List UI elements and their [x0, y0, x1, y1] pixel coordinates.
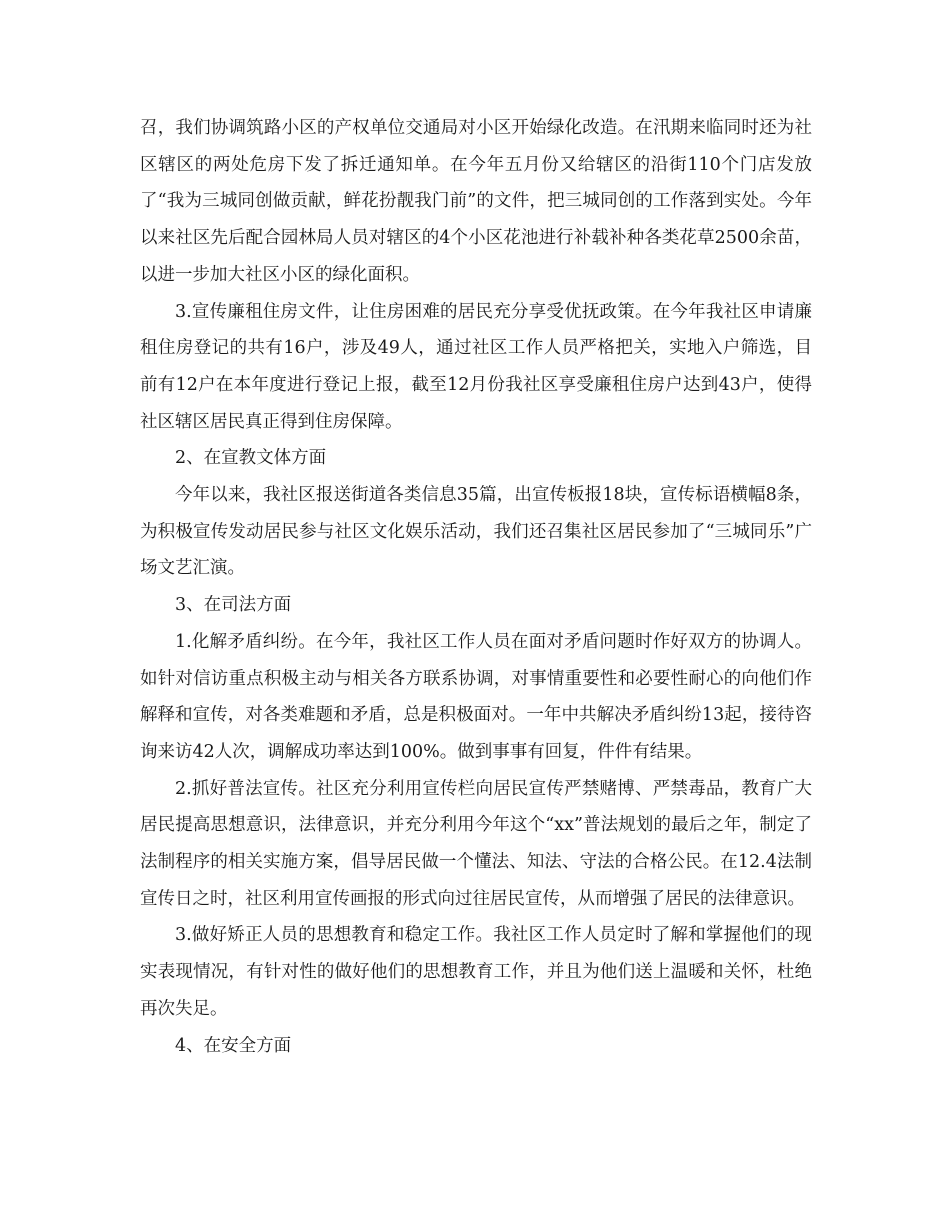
- paragraph-low-rent-housing: 3.宣传廉租住房文件，让住房困难的居民充分享受优抚政策。在今年我社区申请廉租住房登记的共有16户，涉及49人，通过社区工作人员严格把关，实地入户筛选，目前有12户在本年度进行登记上报，截至12月份我社区享受廉租住房户达到43户，使得社区辖区居民真正得到住房保障。: [140, 301, 812, 432]
- paragraph-correction-personnel: 3.做好矫正人员的思想教育和稳定工作。我社区工作人员定时了解和掌握他们的现实表现情况，有针对性的做好他们的思想教育工作，并且为他们送上温暖和关怀，杜绝再次失足。: [140, 925, 812, 1019]
- paragraph-greening-work: 召，我们协调筑路小区的产权单位交通局对小区开始绿化改造。在汛期来临同时还为社区辖区的两处危房下发了拆迁通知单。在今年五月份又给辖区的沿街110个门店发放了“我为三城同创做贡献，鲜花扮靓我门前”的文件，把三城同创的工作落到实处。今年以来社区先后配合园林局人员对辖区的4个小区花池进行补载补种各类花草2500余苗，以进一步加大社区小区的绿化面积。: [140, 118, 812, 285]
- section-heading-safety: 4、在安全方面: [175, 1035, 292, 1056]
- document-body: [140, 110, 812, 1064]
- section-heading-judicial: 3、在司法方面: [175, 595, 292, 616]
- paragraph-legal-education: 2.抓好普法宣传。社区充分利用宣传栏向居民宣传严禁赌博、严禁毒品，教育广大居民提高思想意识，法律意识，并充分利用今年这个“xx”普法规划的最后之年，制定了法制程序的相关实施方案，倡导居民做一个懂法、知法、守法的合格公民。在12.4法制宣传日之时，社区利用宣传画报的形式向过往居民宣传，从而增强了居民的法律意识。: [140, 778, 812, 909]
- section-heading-education-culture: 2、在宣教文体方面: [175, 448, 327, 469]
- paragraph-dispute-mediation: 1.化解矛盾纠纷。在今年，我社区工作人员在面对矛盾问题时作好双方的协调人。如针对信访重点积极主动与相关各方联系协调，对事情重要性和必要性耐心的向他们作解释和宣传，对各类难题和矛盾，总是积极面对。一年中共解决矛盾纠纷13起，接待咨询来访42人次，调解成功率达到100%。做到事事有回复，件件有结果。: [140, 631, 812, 762]
- paragraph-publicity-stats: 今年以来，我社区报送街道各类信息35篇，出宣传板报18块，宣传标语横幅8条，为积极宣传发动居民参与社区文化娱乐活动，我们还召集社区居民参加了“三城同乐”广场文艺汇演。: [140, 485, 812, 579]
